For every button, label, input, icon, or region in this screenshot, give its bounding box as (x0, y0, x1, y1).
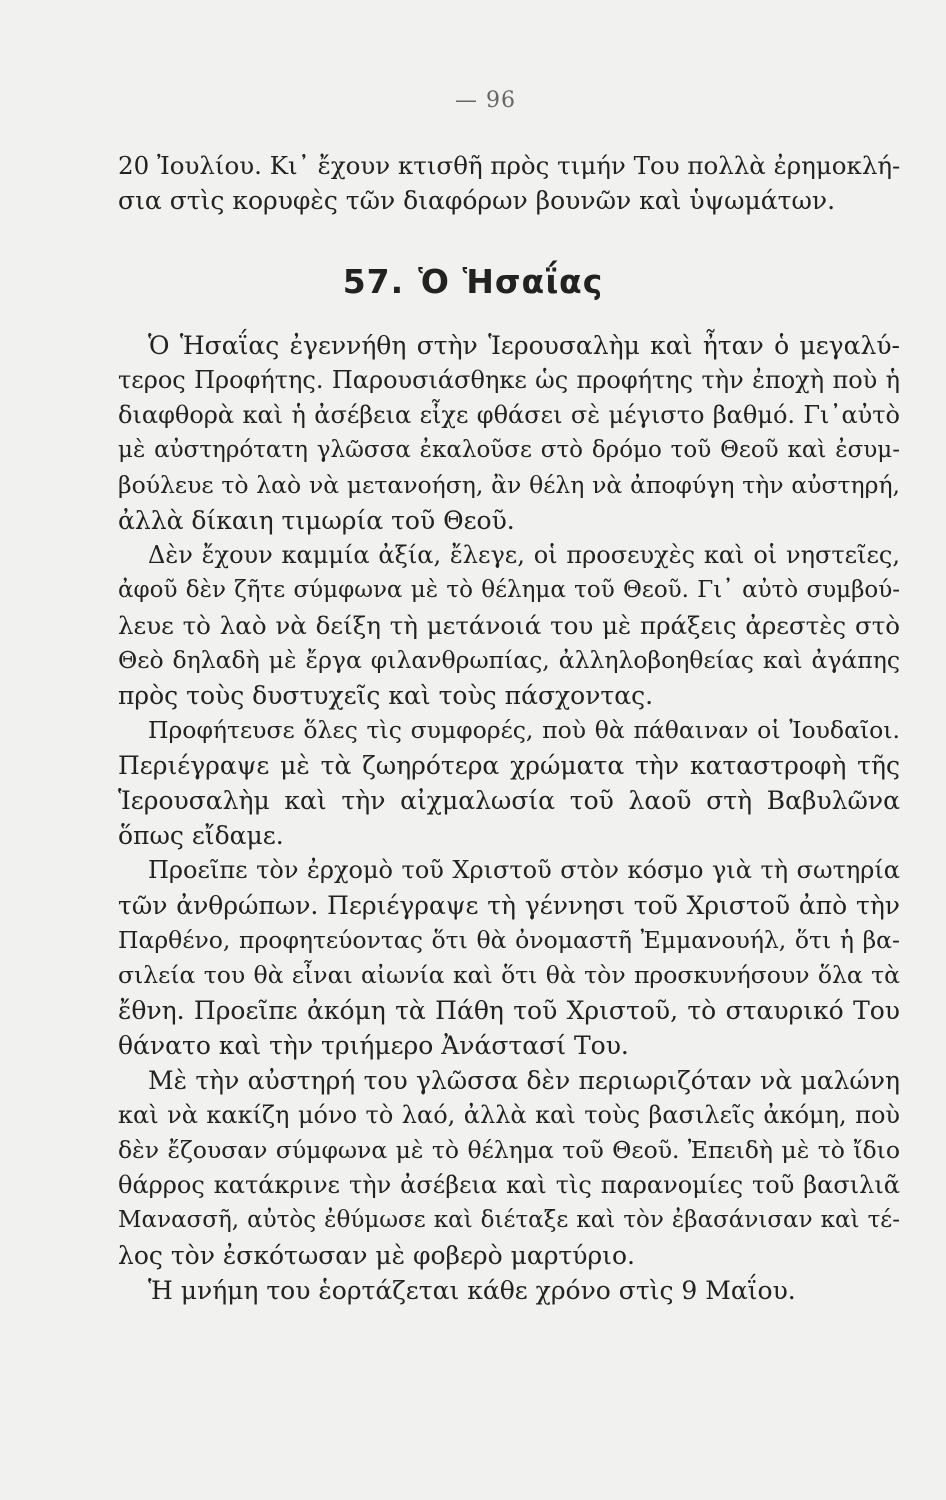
text-line: καὶ νὰ κακίζη μόνο τὸ λαό, ἀλλὰ καὶ τοὺς βασιλεῖς ἀκόμη, ποὺ (118, 1101, 900, 1129)
paragraph (118, 328, 900, 538)
text-line: Μανασσῆ, αὐτὸς ἐθύμωσε καὶ διέταξε καὶ τὸν ἐβασάνισαν καὶ τέ- (118, 1207, 900, 1233)
text-line: Περιέγραψε μὲ τὰ ζωηρότερα χρώματα τὴν καταστροφὴ τῆς (118, 751, 900, 780)
body-text (118, 328, 900, 1308)
text-line: Θεὸ δηλαδὴ μὲ ἔργα φιλανθρωπίας, ἀλληλοβοηθείας καὶ ἀγάπης (118, 646, 900, 674)
paragraph (118, 713, 900, 853)
text-line: δὲν ἔζουσαν σύμφωνα μὲ τὸ θέλημα τοῦ Θεοῦ. Ἐπειδὴ μὲ τὸ ἴδιο (118, 1136, 900, 1164)
intro-paragraph (118, 148, 900, 218)
text-line: 20 Ἰουλίου. Κι᾽ ἔχουν κτισθῆ πρὸς τιμήν Του πολλὰ ἐρημοκλή- (118, 151, 901, 180)
chapter-number: 57. (342, 262, 405, 301)
text-line: βούλευε τὸ λαὸ νὰ μετανοήση, ἂν θέλη νὰ ἀποφύγη τὴν αὐστηρή, (118, 471, 900, 499)
text-line: λευε τὸ λαὸ νὰ δείξη τὴ μετάνοιά του μὲ πράξεις ἀρεστὲς στὸ (118, 611, 900, 640)
paragraph (118, 538, 900, 713)
text-line: Ἡ μνήμη του ἑορτάζεται κάθε χρόνο στὶς 9 Μαΐου. (148, 1276, 796, 1305)
text-line: ὅπως εἴδαμε. (118, 821, 284, 850)
text-line: μὲ αὐστηρότατη γλῶσσα ἐκαλοῦσε στὸ δρόμο τοῦ Θεοῦ καὶ ἐσυμ- (118, 437, 900, 463)
text-line: θάρρος κατάκρινε τὴν ἀσέβεια καὶ τὶς παρανομίες τοῦ βασιλιᾶ (118, 1171, 900, 1199)
page-number: — 96 (455, 88, 516, 113)
text-line: τῶν ἀνθρώπων. Περιέγραψε τὴ γέννησι τοῦ Χριστοῦ ἀπὸ τὴν (118, 891, 900, 920)
chapter-title: Ὁ Ἡσαΐας (418, 262, 604, 301)
text-line: Ἱερουσαλὴμ καὶ τὴν αἰχμαλωσία τοῦ λαοῦ στὴ Βαβυλῶνα (118, 786, 900, 815)
text-line: σια στὶς κορυφὲς τῶν διαφόρων βουνῶν καὶ ὑψωμάτων. (118, 186, 836, 215)
text-line: Προεῖπε τὸν ἐρχομὸ τοῦ Χριστοῦ στὸν κόσμο γιὰ τὴ σωτηρία (148, 856, 900, 884)
text-line: Προφήτευσε ὅλες τὶς συμφορές, ποὺ θὰ πάθαιναν οἱ Ἰουδαῖοι. (148, 716, 900, 744)
chapter-heading (0, 262, 946, 301)
text-line: διαφθορὰ καὶ ἡ ἀσέβεια εἶχε φθάσει σὲ μέγιστο βαθμό. Γι᾽αὐτὸ (118, 401, 900, 429)
text-line: ἀφοῦ δὲν ζῆτε σύμφωνα μὲ τὸ θέλημα τοῦ Θεοῦ. Γι᾽ αὐτὸ συμβού- (118, 577, 900, 603)
paragraph (118, 1063, 900, 1273)
paragraph (118, 1273, 900, 1308)
text-line: λος τὸν ἐσκότωσαν μὲ φοβερὸ μαρτύριο. (118, 1241, 635, 1270)
text-line: σιλεία του θὰ εἶναι αἰωνία καὶ ὅτι θὰ τὸν προσκυνήσουν ὅλα τὰ (118, 961, 900, 989)
paragraph (118, 853, 900, 1063)
text-line: τερος Προφήτης. Παρουσιάσθηκε ὡς προφήτης τὴν ἐποχὴ ποὺ ἡ (118, 366, 900, 394)
text-line: θάνατο καὶ τὴν τριήμερο Ἀνάστασί Του. (118, 1031, 629, 1060)
text-line: Μὲ τὴν αὐστηρή του γλῶσσα δὲν περιωριζόταν νὰ μαλώνη (148, 1066, 900, 1095)
text-line: Παρθένο, προφητεύοντας ὅτι θὰ ὀνομαστῆ Ἐμμανουήλ, ὅτι ἡ βα- (118, 926, 900, 954)
text-line: Ὁ Ἡσαΐας ἐγεννήθη στὴν Ἱερουσαλὴμ καὶ ἦταν ὁ μεγαλύ- (148, 331, 900, 360)
text-line: πρὸς τοὺς δυστυχεῖς καὶ τοὺς πάσχοντας. (118, 681, 654, 710)
text-line: ἀλλὰ δίκαιη τιμωρία τοῦ Θεοῦ. (118, 506, 515, 535)
intro-text (118, 148, 900, 218)
text-line: ἔθνη. Προεῖπε ἀκόμη τὰ Πάθη τοῦ Χριστοῦ, τὸ σταυρικό Του (118, 996, 900, 1025)
text-line: Δὲν ἔχουν καμμία ἀξία, ἔλεγε, οἱ προσευχὲς καὶ οἱ νηστεῖες, (148, 541, 900, 569)
